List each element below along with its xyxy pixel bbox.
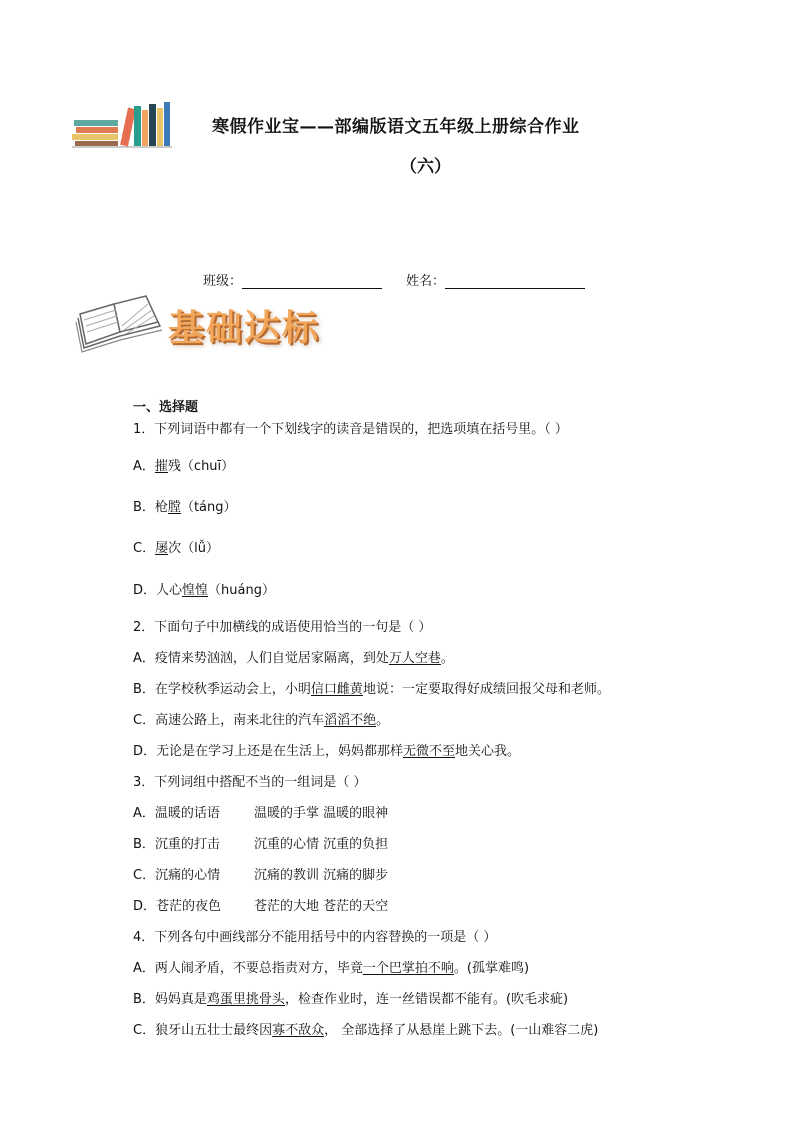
option-text: A．温暖的话语: [133, 806, 220, 821]
q3-option-d[interactable]: [133, 899, 388, 915]
option-prefix: A．: [133, 459, 155, 474]
name-field: [406, 270, 585, 289]
option-prefix: D．人心: [133, 583, 183, 598]
q2-option-a[interactable]: [133, 651, 454, 667]
books-icon: [72, 96, 172, 148]
q1-option-d[interactable]: [133, 583, 275, 599]
open-book-icon: [74, 292, 164, 354]
option-text: A．两人闹矛盾，不要总指责对方，毕竟: [133, 961, 363, 976]
option-text: 地关心我。: [455, 744, 521, 759]
q1-stem: 1．下列词语中都有一个下划线字的读音是错误的，把选项填在括号里。（ ）: [133, 422, 568, 437]
option-text: A．疫情来势汹汹，人们自觉居家隔离，到处: [133, 651, 389, 666]
q1-option-a[interactable]: [133, 459, 234, 475]
section-heading: 一、选择题: [133, 400, 199, 415]
option-text: 沉痛的教训 沉痛的脚步: [254, 868, 389, 883]
name-label: 姓名：: [406, 274, 446, 289]
option-text: C．高速公路上，南来北往的汽车: [133, 713, 325, 728]
q2-option-b[interactable]: [133, 682, 610, 698]
underlined-text: 屡: [155, 541, 169, 556]
underlined-text: 惶惶: [182, 583, 209, 598]
underlined-text: 一个巴掌拍不响: [362, 961, 454, 976]
q4-option-c[interactable]: [133, 1023, 598, 1039]
class-blank[interactable]: [242, 274, 382, 289]
option-prefix: B．枪: [133, 500, 168, 515]
q2-option-c[interactable]: [133, 713, 389, 729]
option-text: C．狼牙山五壮士最终因: [133, 1023, 273, 1038]
q4-stem: 4．下列各句中画线部分不能用括号中的内容替换的一项是（ ）: [133, 930, 497, 945]
option-text: ， 全部选择了从悬崖上跳下去。(一山难容二虎): [324, 1023, 599, 1038]
option-text: B．妈妈真是: [133, 992, 207, 1007]
option-text: C．沉痛的心情: [133, 868, 221, 883]
option-text: （táng）: [180, 500, 237, 515]
q1-option-c[interactable]: [133, 541, 219, 557]
page-subtitle: （六）: [400, 157, 451, 177]
option-text: B．沉重的打击: [133, 837, 220, 852]
class-label: 班级：: [203, 274, 243, 289]
q3-option-b[interactable]: [133, 837, 388, 853]
underlined-text: 膛: [167, 500, 181, 515]
underlined-text: 寡不敌众: [272, 1023, 325, 1038]
underlined-text: 万人空巷: [388, 651, 441, 666]
q2-stem: 2．下面句子中加横线的成语使用恰当的一句是（ ）: [133, 620, 432, 635]
option-text: 。: [376, 713, 390, 728]
option-text: 。(孤掌难鸣): [453, 961, 530, 976]
option-text: 沉重的心情 沉重的负担: [254, 837, 389, 852]
option-text: 地说：一定要取得好成绩回报父母和老师。: [362, 682, 610, 697]
option-text: （huáng）: [208, 583, 275, 598]
option-prefix: C．: [133, 541, 156, 556]
q1-option-b[interactable]: [133, 500, 237, 516]
option-text: 次（lǚ）: [168, 541, 219, 556]
option-text: 。: [440, 651, 454, 666]
underlined-text: 滔滔不绝: [324, 713, 377, 728]
option-text: B．在学校秋季运动会上，小明: [133, 682, 311, 697]
q3-option-c[interactable]: [133, 868, 388, 884]
option-text: D．苍茫的夜色: [133, 899, 222, 914]
underlined-text: 鸡蛋里挑骨头: [206, 992, 285, 1007]
class-field: [203, 270, 382, 289]
option-text: D．无论是在学习上还是在生活上，妈妈都那样: [133, 744, 404, 759]
option-text: ，检查作业时，连一丝错误都不能有。(吹毛求疵): [284, 992, 569, 1007]
option-text: 苍茫的大地 苍茫的天空: [254, 899, 389, 914]
underlined-text: 信口雌黄: [310, 682, 363, 697]
q3-stem: 3．下列词组中搭配不当的一组词是（ ）: [133, 775, 367, 790]
underlined-text: 摧: [154, 459, 168, 474]
q3-option-a[interactable]: [133, 806, 388, 822]
q4-option-b[interactable]: [133, 992, 568, 1008]
q4-option-a[interactable]: [133, 961, 529, 977]
option-text: 温暖的手掌 温暖的眼神: [254, 806, 389, 821]
option-text: 残（chuī）: [167, 459, 235, 474]
name-blank[interactable]: [445, 274, 585, 289]
q2-option-d[interactable]: [133, 744, 520, 760]
page-title: 寒假作业宝——部编版语文五年级上册综合作业: [212, 117, 580, 137]
section-banner: 基础达标: [168, 308, 321, 349]
underlined-text: 无微不至: [403, 744, 456, 759]
